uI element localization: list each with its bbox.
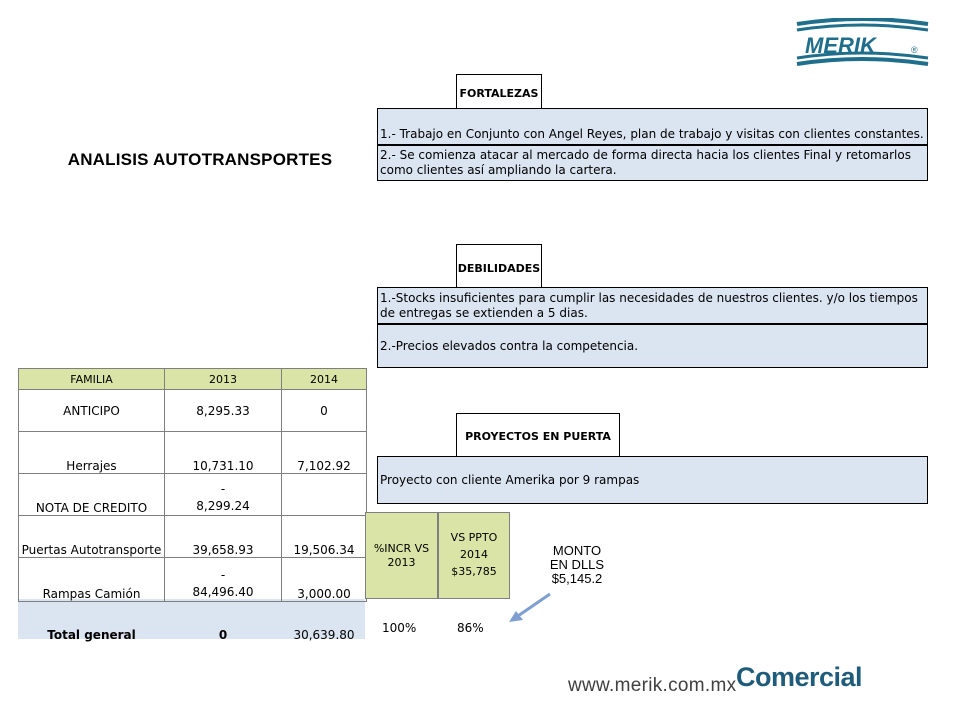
table-row	[19, 558, 367, 602]
arrow-icon	[505, 588, 555, 628]
cell-2013-sign: -	[220, 482, 226, 496]
incr-vs-2013-label: %INCR VS 2013	[365, 512, 438, 599]
col-header-familia: FAMILIA	[19, 369, 165, 390]
cell-familia: Rampas Camión	[19, 558, 165, 602]
debilidades-item-2: 2.-Precios elevados contra la competencia.	[377, 324, 928, 368]
footer-brand: Comercial	[736, 662, 863, 692]
vs-ppto-line2: 2014	[460, 548, 488, 561]
cell-2013-sign: -	[220, 568, 226, 582]
cell-2013: 39,658.93	[165, 516, 282, 558]
footer-url: www.merik.com.mx	[568, 675, 737, 696]
debilidades-item-1: 1.-Stocks insuficientes para cumplir las necesidades de nuestros clientes. y/o los tiempos de entregas se extienden a 5 dias.	[377, 287, 928, 324]
total-2014: 30,639.80	[293, 627, 355, 642]
table-row	[19, 432, 367, 474]
cell-familia: ANTICIPO	[19, 390, 165, 432]
familia-table	[18, 368, 367, 642]
cell-familia: Puertas Autotransporte	[19, 516, 165, 558]
proyectos-item-1: Proyecto con cliente Amerika por 9 rampas	[377, 456, 928, 504]
table-header-row	[19, 369, 367, 390]
col-header-2013: 2013	[165, 369, 282, 390]
page-title: ANALISIS AUTOTRANSPORTES	[67, 150, 333, 169]
cell-familia: Herrajes	[19, 432, 165, 474]
cell-2014: 3,000.00	[282, 558, 367, 602]
vs-ppto-line3: $35,785	[451, 565, 497, 578]
logo-text: MERIK	[805, 33, 876, 58]
cell-2014: 0	[282, 390, 367, 432]
cell-2013: 10,731.10	[165, 432, 282, 474]
debilidades-header: DEBILIDADES	[456, 244, 542, 287]
vs-ppto-box	[438, 512, 510, 599]
total-2013: 0	[218, 627, 228, 642]
total-row	[19, 602, 367, 642]
total-label: Total general	[47, 627, 136, 642]
monto-line1: MONTO	[552, 543, 602, 558]
registered-mark: ®	[911, 45, 918, 55]
table-row	[19, 390, 367, 432]
monto-line3: $5,145.2	[551, 571, 603, 586]
cell-2013	[165, 558, 282, 602]
monto-dlls	[512, 544, 642, 586]
cell-2014: 7,102.92	[282, 432, 367, 474]
proyectos-header: PROYECTOS EN PUERTA	[456, 413, 620, 456]
cell-2013-value: 8,299.24	[196, 499, 250, 513]
col-header-2014: 2014	[282, 369, 367, 390]
cell-2014	[282, 474, 367, 516]
monto-line2: EN DLLS	[549, 557, 605, 572]
cell-2014: 19,506.34	[282, 516, 367, 558]
total-pct: 100%	[382, 621, 417, 635]
total-vs: 86%	[457, 621, 484, 635]
cell-2013	[165, 474, 282, 516]
fortalezas-item-1: 1.- Trabajo en Conjunto con Angel Reyes, plan de trabajo y visitas con clientes constantes.	[377, 108, 928, 145]
vs-ppto-line1: VS PPTO	[450, 531, 498, 544]
cell-2013: 8,295.33	[165, 390, 282, 432]
cell-familia: NOTA DE CREDITO	[19, 474, 165, 516]
fortalezas-item-2: 2.- Se comienza atacar al mercado de forma directa hacia los clientes Final y retomarlos como clientes así ampliando la cartera.	[377, 145, 928, 181]
merik-logo	[795, 18, 930, 66]
cell-2013-value: 84,496.40	[192, 585, 254, 599]
table-row	[19, 516, 367, 558]
table-row	[19, 474, 367, 516]
fortalezas-header: FORTALEZAS	[456, 74, 542, 108]
